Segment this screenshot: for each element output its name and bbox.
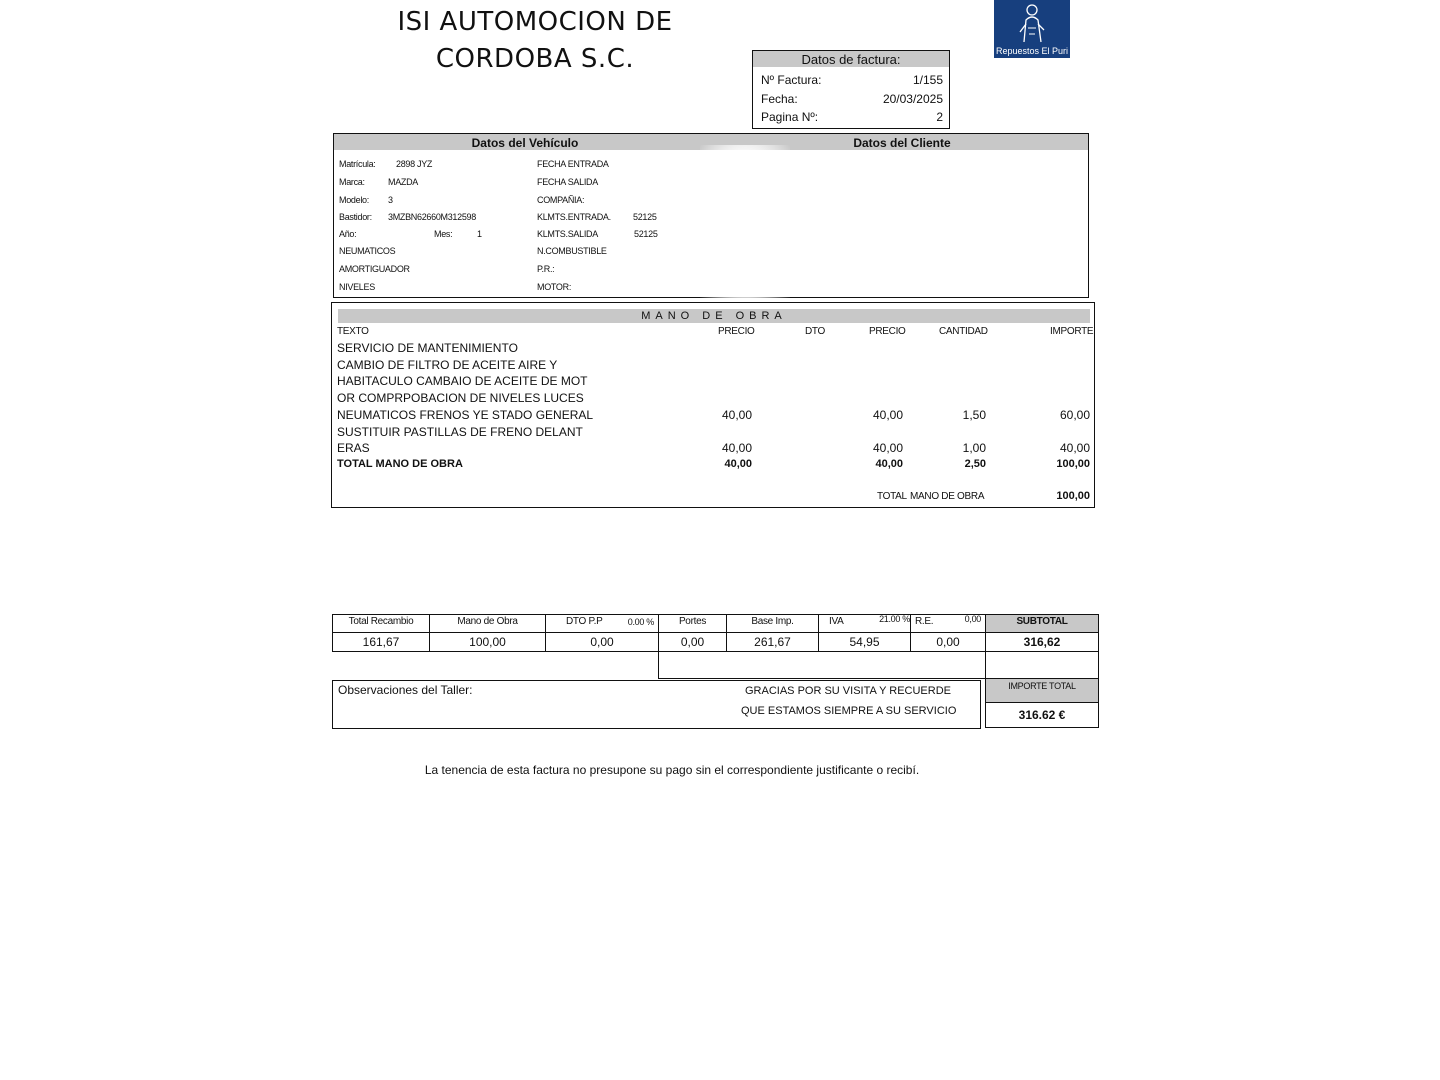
labor-line-text: NEUMATICOS FRENOS YE STADO GENERAL: [337, 408, 594, 422]
pr-label: P.R.:: [537, 264, 555, 274]
km-entrada-value: 52125: [633, 212, 657, 222]
invoice-data-header: Datos de factura:: [753, 51, 949, 67]
labor-line-text: HABITACULO CAMBAIO DE ACEITE DE MOT: [337, 374, 588, 388]
labor-line-text: CAMBIO DE FILTRO DE ACEITE AIRE Y: [337, 358, 558, 372]
observations-box: [332, 680, 981, 729]
labor-line-precio: 40,00: [721, 441, 752, 455]
base-header: Base Imp.: [726, 614, 819, 633]
modelo-value: 3: [388, 195, 393, 205]
marca-label: Marca:: [339, 177, 365, 187]
amortiguador-label: AMORTIGUADOR: [339, 264, 410, 274]
iva-value: 54,95: [818, 632, 911, 652]
invoice-page-label: Pagina Nº:: [761, 110, 819, 124]
labor-line-text: SUSTITUIR PASTILLAS DE FRENO DELANT: [337, 425, 583, 439]
bastidor-label: Bastidor:: [339, 212, 372, 222]
labor-total-label: TOTAL MANO DE OBRA: [337, 458, 463, 470]
labor-line-text: ERAS: [337, 441, 370, 455]
subtotal-value: 316,62: [985, 632, 1099, 652]
labor-title: MANO DE OBRA: [338, 309, 1090, 323]
fecha-entrada-label: FECHA ENTRADA: [537, 159, 609, 169]
mes-value: 1: [477, 229, 482, 239]
col-dto: DTO: [805, 326, 826, 337]
logo-text: Repuestos El Puri: [995, 46, 1069, 56]
invoice-data-box: [752, 50, 950, 129]
dto-pp-label: DTO P.P: [566, 616, 603, 627]
dto-pp-header: [545, 614, 659, 633]
labor-total-precio-2: 40,00: [875, 458, 903, 470]
km-salida-label: KLMTS.SALIDA: [537, 229, 598, 239]
anio-label: Año:: [339, 229, 357, 239]
labor-line-precio-2: 40,00: [872, 408, 903, 422]
labor-line-importe: 40,00: [1059, 441, 1090, 455]
importe-total-value: 316.62 €: [985, 702, 1099, 728]
dto-pp-value: 0,00: [545, 632, 659, 652]
col-importe: IMPORTE: [1050, 326, 1094, 337]
km-entrada-label: KLMTS.ENTRADA.: [537, 212, 611, 222]
labor-line-precio: 40,00: [721, 408, 752, 422]
labor-total-importe: 100,00: [1056, 458, 1090, 470]
col-cantidad: CANTIDAD: [939, 326, 988, 337]
col-precio: PRECIO: [718, 326, 755, 337]
mechanic-figure-icon: [1016, 2, 1048, 44]
total-recambio-value: 161,67: [332, 632, 430, 652]
labor-line-text: SERVICIO DE MANTENIMIENTO: [337, 341, 518, 355]
base-value: 261,67: [726, 632, 819, 652]
niveles-label: NIVELES: [339, 282, 375, 292]
blank-cell-right: [985, 651, 1099, 679]
total-recambio-header: Total Recambio: [332, 614, 430, 633]
combustible-label: N.COMBUSTIBLE: [537, 246, 607, 256]
company-name-line-2: CORDOBA S.C.: [435, 44, 635, 74]
invoice-page-value: 2: [936, 110, 943, 124]
portes-value: 0,00: [658, 632, 727, 652]
compania-label: COMPAÑIA:: [537, 195, 585, 205]
motor-label: MOTOR:: [537, 282, 572, 292]
observations-message-1: GRACIAS POR SU VISITA Y RECUERDE: [745, 685, 951, 697]
re-header: [910, 614, 986, 633]
observations-message-2: QUE ESTAMOS SIEMPRE A SU SERVICIO: [741, 705, 957, 717]
company-name-line-1: ISI AUTOMOCION DE: [397, 7, 673, 37]
fecha-salida-label: FECHA SALIDA: [537, 177, 598, 187]
labor-line-cantidad: 1,50: [962, 408, 986, 422]
portes-header: Portes: [658, 614, 727, 633]
col-texto: TEXTO: [337, 326, 369, 337]
observations-label: Observaciones del Taller:: [338, 683, 473, 697]
mano-obra-header: Mano de Obra: [429, 614, 546, 633]
marca-value: MAZDA: [388, 177, 419, 187]
iva-pct: 21.00 %: [879, 614, 910, 624]
labor-summary-label-1: TOTAL: [877, 491, 907, 502]
dto-pp-pct: 0.00 %: [627, 617, 654, 627]
labor-summary-label-2: MANO DE OBRA: [910, 491, 985, 502]
labor-total-precio: 40,00: [724, 458, 752, 470]
client-data-header: Datos del Cliente: [716, 134, 1088, 150]
re-value: 0,00: [910, 632, 986, 652]
vehicle-data-header: Datos del Vehículo: [334, 134, 716, 150]
company-name: [370, 4, 700, 78]
invoice-number-value: 1/155: [912, 73, 943, 87]
labor-total-cantidad: 2,50: [964, 458, 986, 470]
matricula-label: Matrícula:: [339, 159, 376, 169]
invoice-number-label: Nº Factura:: [761, 73, 822, 87]
re-pct: 0,00: [964, 614, 981, 624]
labor-summary-value: 100,00: [1056, 490, 1090, 502]
footer-note: La tenencia de esta factura no presupone su pago sin el correspondiente justificante o recibí.: [424, 763, 920, 777]
labor-line-cantidad: 1,00: [962, 441, 986, 455]
subtotal-header: SUBTOTAL: [985, 614, 1099, 633]
labor-section: [331, 302, 1095, 508]
matricula-value: 2898 JYZ: [396, 159, 433, 169]
labor-line-text: OR COMPRPOBACION DE NIVELES LUCES: [337, 391, 584, 405]
km-salida-value: 52125: [634, 229, 658, 239]
neumaticos-label: NEUMATICOS: [339, 246, 396, 256]
redaction-mask: [700, 145, 790, 300]
importe-total-header: IMPORTE TOTAL: [985, 678, 1099, 703]
bastidor-value: 3MZBN62660M312598: [388, 212, 476, 222]
re-label: R.E.: [915, 616, 934, 627]
mano-obra-value: 100,00: [429, 632, 546, 652]
invoice-date-value: 20/03/2025: [882, 92, 943, 106]
iva-header: [818, 614, 911, 633]
blank-cell-left: [658, 651, 986, 679]
labor-line-importe: 60,00: [1059, 408, 1090, 422]
company-logo: [994, 0, 1070, 58]
mes-label: Mes:: [434, 229, 453, 239]
invoice-date-label: Fecha:: [761, 92, 798, 106]
labor-line-precio-2: 40,00: [872, 441, 903, 455]
modelo-label: Modelo:: [339, 195, 369, 205]
iva-label: IVA: [829, 616, 844, 627]
col-precio-2: PRECIO: [869, 326, 906, 337]
